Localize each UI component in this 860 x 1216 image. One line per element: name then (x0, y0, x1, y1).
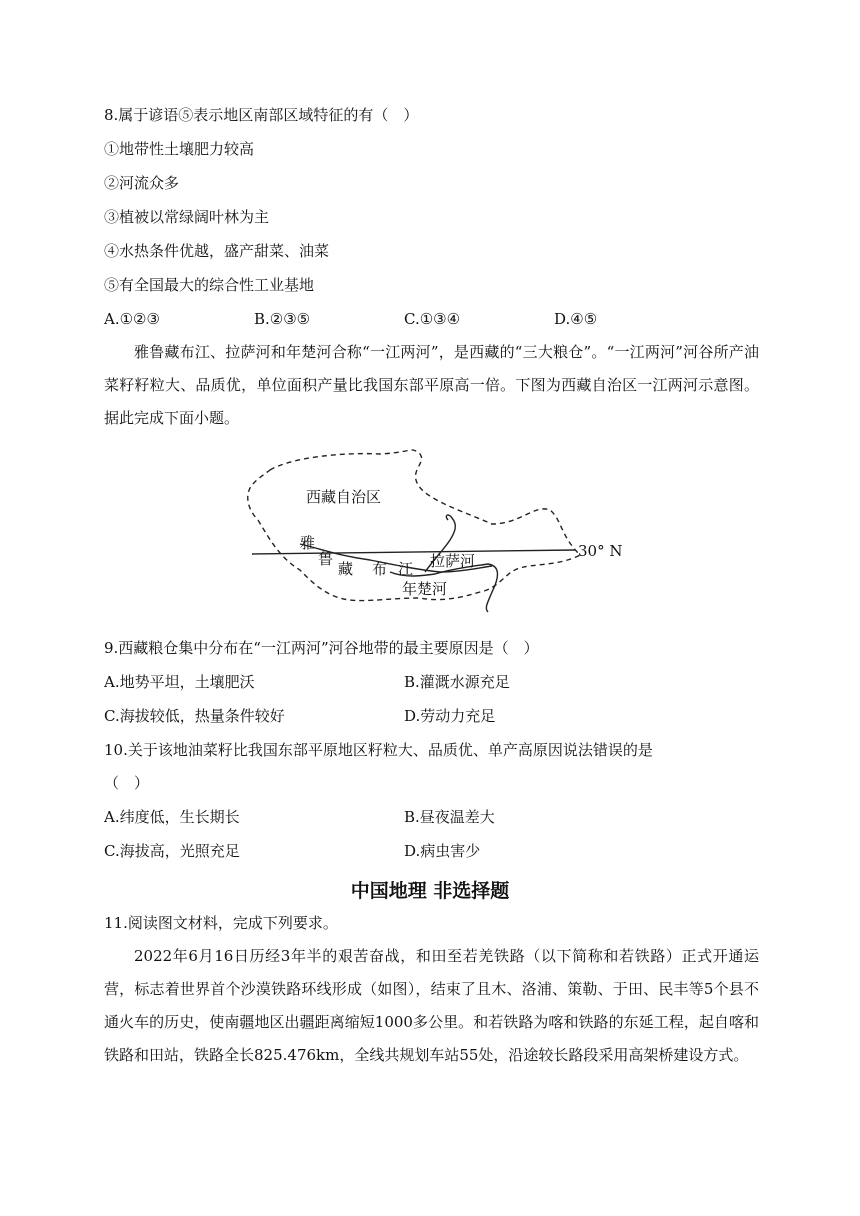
q8-option-b[interactable]: B.②③⑤ (254, 310, 311, 328)
nianchu-river-label: 年楚河 (402, 580, 448, 598)
q8-stem: 8.属于谚语⑤表示地区南部区域特征的有（ ） (104, 106, 419, 124)
lhasa-river-label: 拉萨河 (430, 552, 476, 570)
q8-option-d[interactable]: D.④⑤ (554, 310, 598, 328)
q10-stem: 10.关于该地油菜籽比我国东部平原地区籽粒大、品质优、单产高原因说法错误的是 (104, 741, 653, 759)
q8-item-1: ①地带性土壤肥力较高 (104, 140, 255, 158)
yarlung-char-1: 雅 (300, 534, 316, 552)
latitude-label: 30° N (578, 542, 623, 560)
q8-option-a[interactable]: A.①②③ (104, 310, 160, 328)
q10-stem-cont: （ ） (104, 774, 150, 792)
q11-passage: 2022年6月16日历经3年半的艰苦奋战，和田至若羌铁路（以下简称和若铁路）正式开通运营，标志着世界首个沙漠铁路环线形成（如图），结束了且木、洛浦、策勒、于田、民丰等5个县不通火车的历史，使南疆地区出疆距离缩短1000多公里。和若铁路为喀和铁路的东延工程，起自喀和铁路和田站，铁路全长825.476km，全线共规划车站55处，沿途较长路段采用高架桥建设方式。 (104, 947, 759, 1064)
q9-option-a[interactable]: A.地势平坦，土壤肥沃 (104, 673, 255, 691)
yarlung-char-5: 江 (398, 560, 414, 578)
section-title: 中国地理 非选择题 (350, 880, 510, 902)
q10-option-c[interactable]: C.海拔高，光照充足 (104, 842, 240, 860)
q11-stem: 11.阅读图文材料，完成下列要求。 (104, 914, 338, 932)
q8-option-c[interactable]: C.①③④ (404, 310, 461, 328)
passage-yijiangliang: 雅鲁藏布江、拉萨河和年楚河合称“一江两河”，是西藏的“三大粮仓”。“一江两河”河谷所产油菜籽籽粒大、品质优，单位面积产量比我国东部平原高一倍。下图为西藏自治区一江两河示意图。据此完成下面小题。 (104, 343, 759, 427)
tibet-boundary (248, 450, 580, 601)
yarlung-char-2: 鲁 (318, 550, 334, 568)
q8-item-5: ⑤有全国最大的综合性工业基地 (104, 276, 315, 294)
q8-item-3: ③植被以常绿阔叶林为主 (104, 208, 270, 226)
yarlung-char-4: 布 (372, 560, 388, 578)
q9-option-b[interactable]: B.灌溉水源充足 (404, 673, 510, 691)
q10-option-a[interactable]: A.纬度低，生长期长 (104, 808, 240, 826)
q8-item-2: ②河流众多 (104, 174, 180, 192)
q10-option-b[interactable]: B.昼夜温差大 (404, 808, 495, 826)
q10-option-d[interactable]: D.病虫害少 (404, 842, 481, 860)
q9-option-d[interactable]: D.劳动力充足 (404, 707, 496, 725)
yarlung-char-3: 藏 (338, 560, 354, 578)
region-label: 西藏自治区 (306, 488, 382, 506)
q9-stem: 9.西藏粮仓集中分布在“一江两河”河谷地带的最主要原因是（ ） (104, 639, 539, 657)
q8-item-4: ④水热条件优越，盛产甜菜、油菜 (104, 242, 330, 260)
tibet-map-figure (230, 440, 650, 615)
q9-option-c[interactable]: C.海拔较低，热量条件较好 (104, 707, 285, 725)
